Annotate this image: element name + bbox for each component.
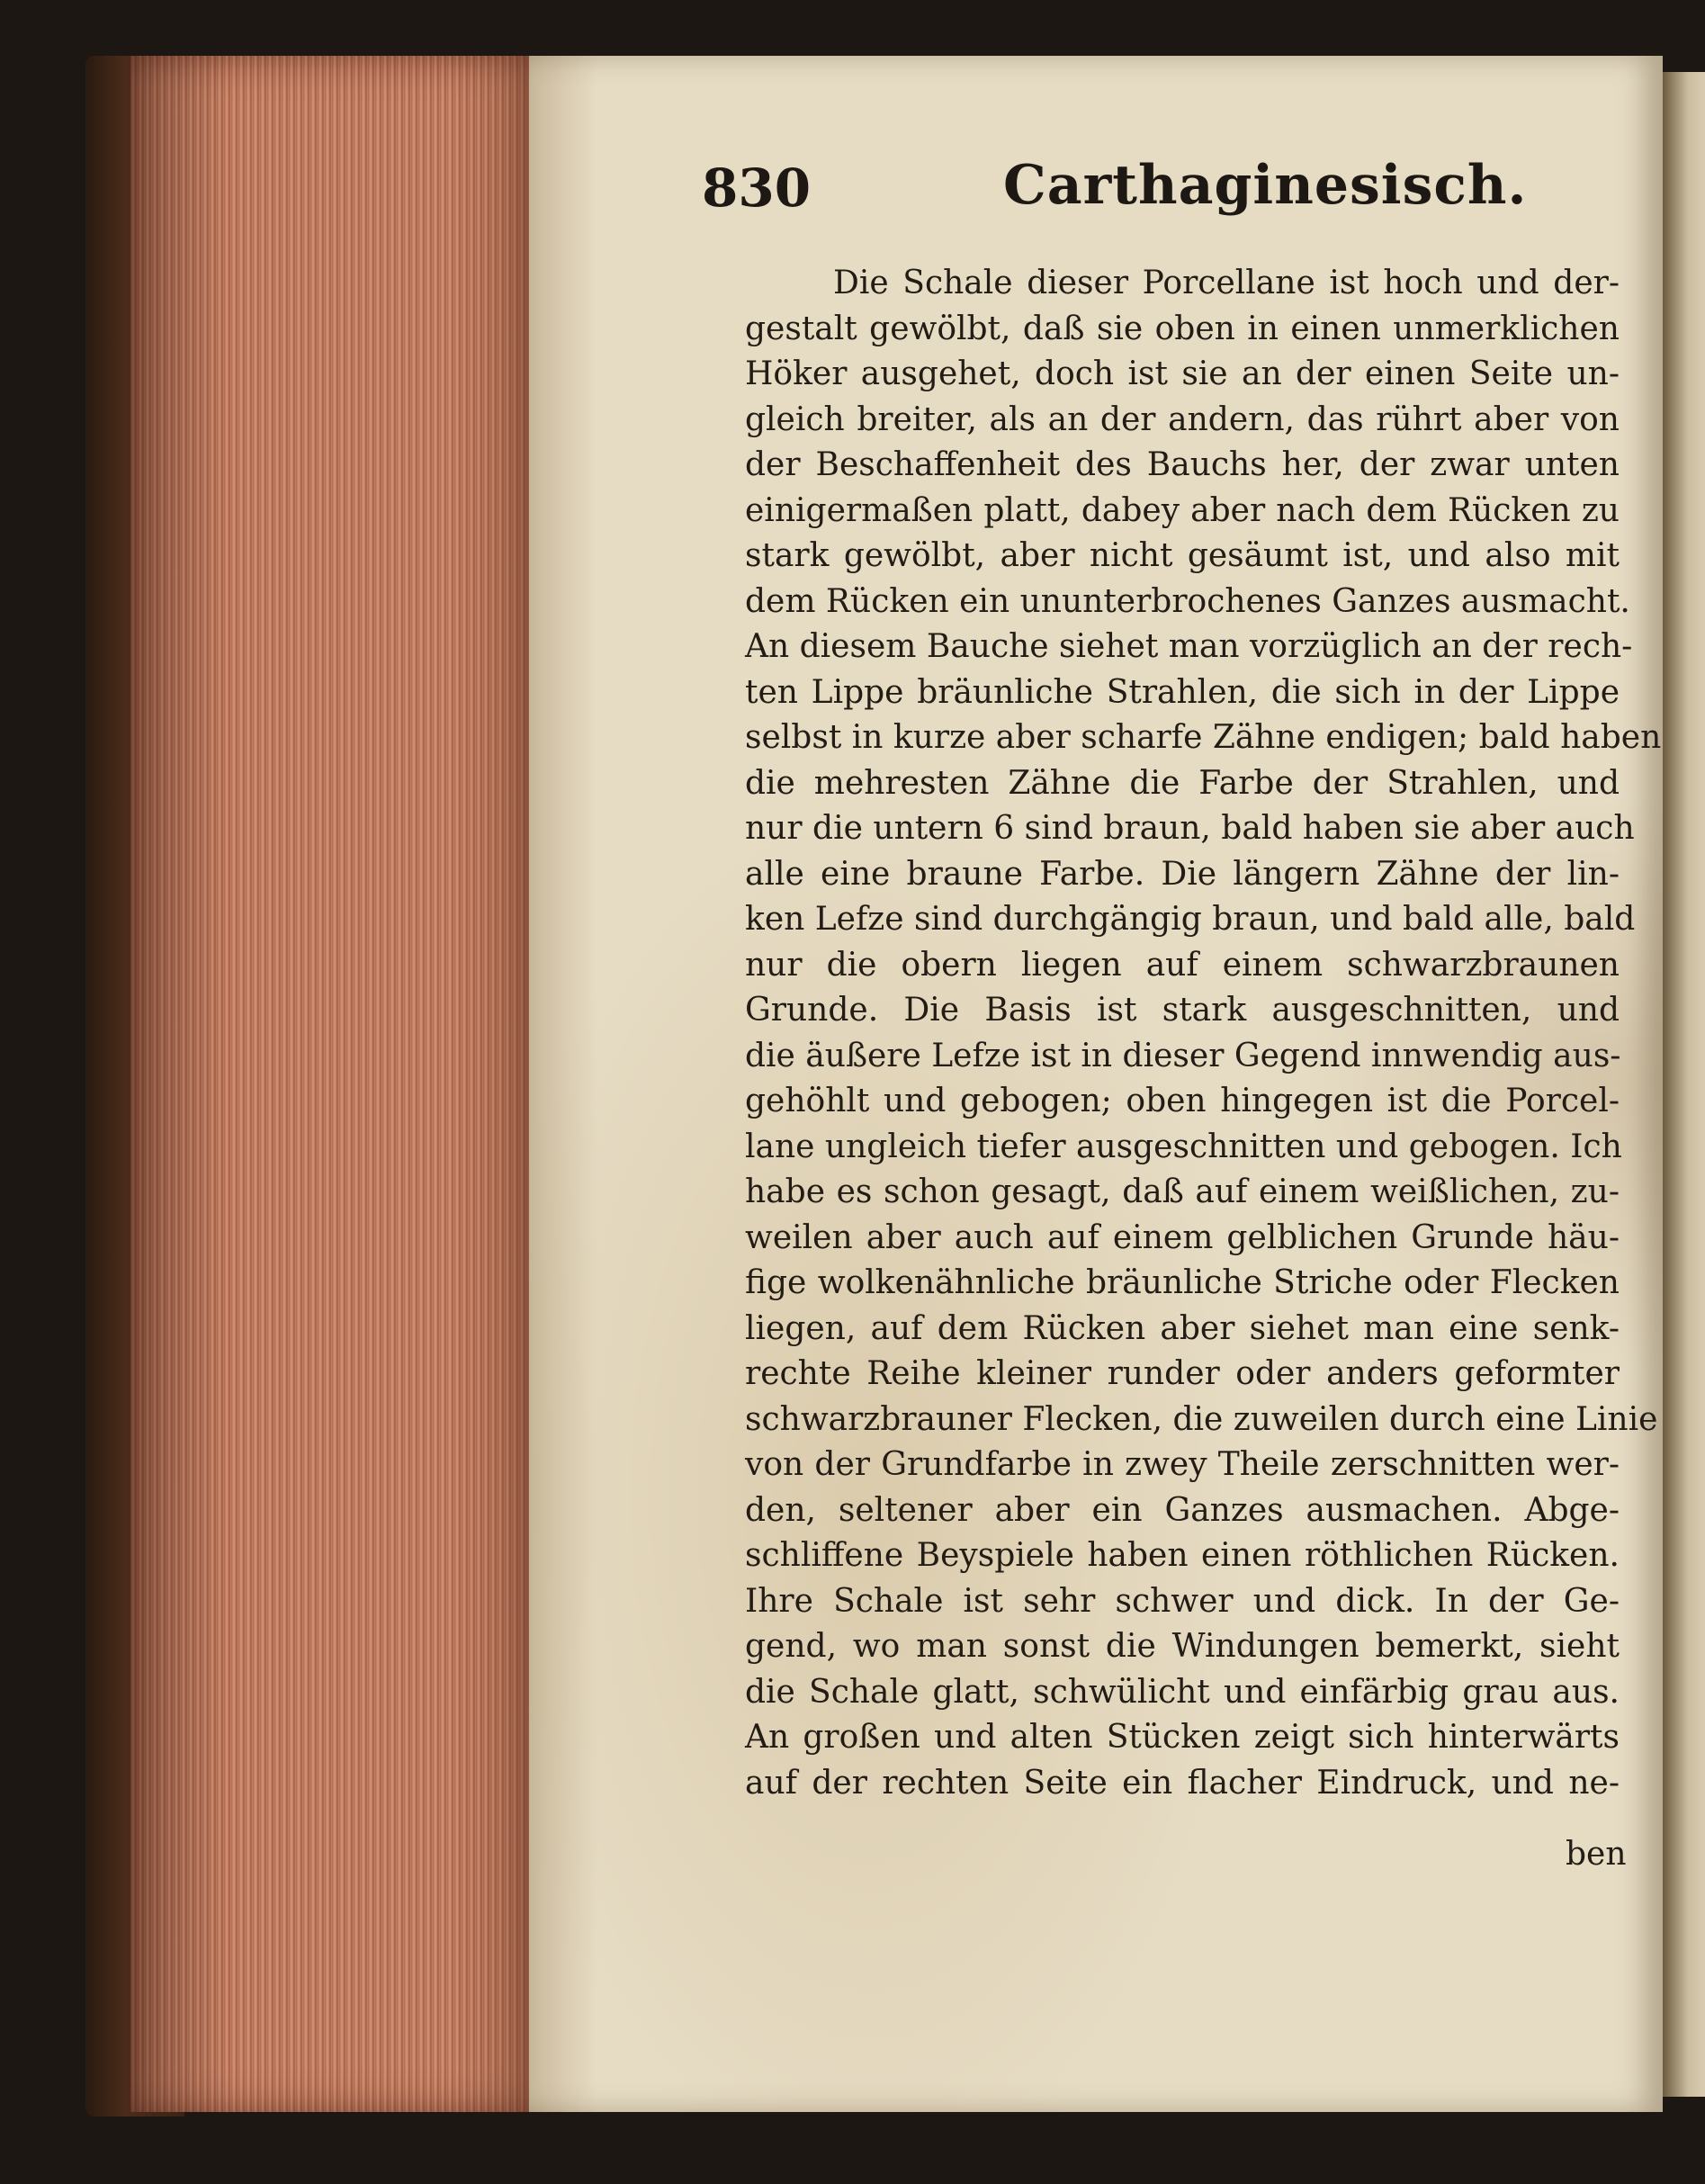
text-line: Ihre Schale ist sehr schwer und dick. In der Ge-	[745, 1582, 1620, 1620]
text-line: rechte Reihe kleiner runder oder anders geformter	[745, 1355, 1620, 1392]
text-line: die Schale glatt, schwülicht und einfärbig grau aus.	[745, 1673, 1620, 1711]
page-stack-edge	[130, 56, 531, 2112]
text-line: nur die obern liegen auf einem schwarzbraunen	[745, 946, 1620, 984]
text-line: nur die untern 6 sind braun, bald haben sie aber auch	[745, 810, 1635, 847]
text-line: fige wolkenähnliche bräunliche Striche oder Flecken	[745, 1264, 1620, 1301]
text-line: Die Schale dieser Porcellane ist hoch und der-	[833, 265, 1620, 301]
text-line: gestalt gewölbt, daß sie oben in einen unmerklichen	[745, 310, 1620, 347]
text-line: Grunde. Die Basis ist stark ausgeschnitten, und	[745, 992, 1620, 1029]
text-line: habe es schon gesagt, daß auf einem weißlichen, zu-	[745, 1173, 1620, 1210]
text-line: schwarzbrauner Flecken, die zuweilen durch eine Linie	[745, 1400, 1658, 1438]
text-line: Höker ausgehet, doch ist sie an der einen Seite un-	[745, 355, 1620, 392]
text-line: liegen, auf dem Rücken aber siehet man eine senk-	[745, 1309, 1620, 1347]
body-text	[745, 261, 1662, 1806]
facing-page-edge	[1663, 72, 1705, 2097]
text-line: stark gewölbt, aber nicht gesäumt ist, und also mit	[745, 537, 1620, 574]
text-line: ten Lippe bräunliche Strahlen, die sich in der Lippe	[745, 673, 1620, 711]
text-line: den, seltener aber ein Ganzes ausmachen. Abge-	[745, 1491, 1620, 1529]
text-line: der Beschaffenheit des Bauchs her, der zwar unten	[745, 446, 1620, 483]
text-line: An großen und alten Stücken zeigt sich hinterwärts	[745, 1719, 1620, 1756]
text-line: gehöhlt und gebogen; oben hingegen ist die Porcel-	[745, 1083, 1620, 1119]
text-line: lane ungleich tiefer ausgeschnitten und gebogen. Ich	[745, 1128, 1622, 1165]
running-head: Carthaginesisch.	[1003, 154, 1528, 217]
text-line: dem Rücken ein ununterbrochenes Ganzes ausmacht.	[745, 582, 1630, 620]
text-line: weilen aber auch auf einem gelblichen Grunde häu-	[745, 1218, 1620, 1256]
text-line: die äußere Lefze ist in dieser Gegend innwendig aus-	[745, 1037, 1621, 1074]
text-line: von der Grundfarbe in zwey Theile zerschnitten wer-	[745, 1446, 1620, 1483]
text-line: An diesem Bauche siehet man vorzüglich an der rech-	[745, 628, 1633, 665]
text-line: alle eine braune Farbe. Die längern Zähne der lin-	[745, 855, 1620, 893]
text-line: gleich breiter, als an der andern, das rührt aber von	[745, 400, 1620, 438]
text-line: die mehresten Zähne die Farbe der Strahlen, und	[745, 764, 1620, 802]
text-line: einigermaßen platt, dabey aber nach dem Rücken zu	[745, 491, 1620, 529]
page-header	[702, 148, 1602, 229]
text-line: ken Lefze sind durchgängig braun, und bald alle, bald	[745, 901, 1636, 938]
text-line: auf der rechten Seite ein flacher Eindruck, und ne-	[745, 1764, 1620, 1802]
text-line: selbst in kurze aber scharfe Zähne endigen; bald haben	[745, 719, 1662, 756]
catchword: ben	[1566, 1836, 1627, 1873]
text-line: schliffene Beyspiele haben einen röthlichen Rücken.	[745, 1537, 1620, 1574]
page-number: 830	[702, 157, 812, 219]
text-line: gend, wo man sonst die Windungen bemerkt, sieht	[745, 1628, 1620, 1665]
